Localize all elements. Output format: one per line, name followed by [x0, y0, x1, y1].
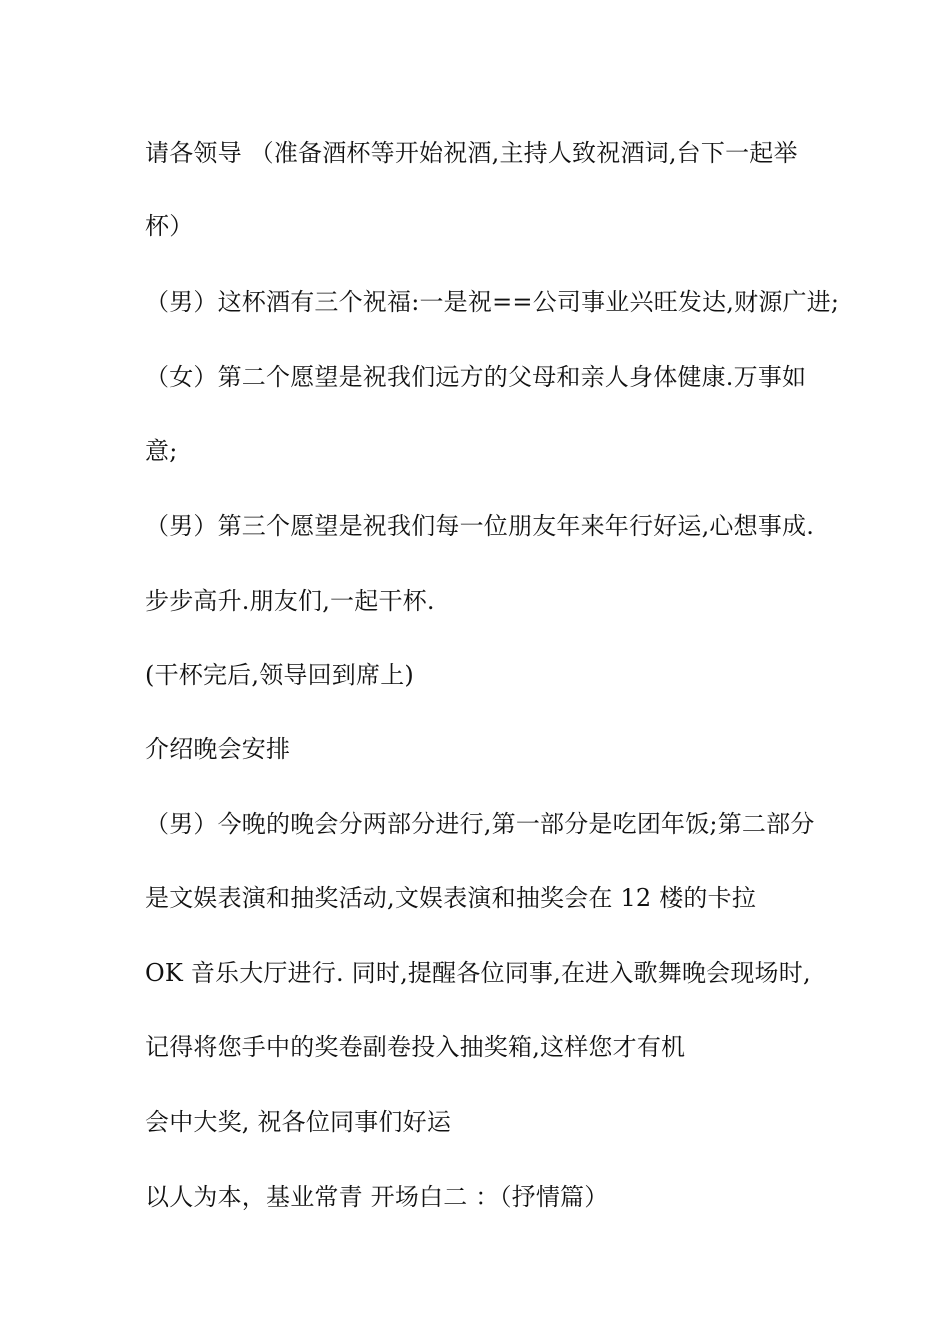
- text-line: (干杯完后,领导回到席上): [145, 661, 414, 689]
- text-line: 以人为本，基业常青 开场白二 ：（抒情篇）: [145, 1183, 609, 1211]
- section-heading: 介绍晚会安排: [145, 735, 291, 763]
- text-line: 会中大奖, 祝各位同事们好运: [145, 1108, 452, 1136]
- text-line: 杯）: [145, 212, 194, 240]
- text-line: 是文娱表演和抽奖活动,文娱表演和抽奖会在 12 楼的卡拉: [145, 884, 757, 912]
- text-line: （男）这杯酒有三个祝福:一是祝==公司事业兴旺发达,财源广进;: [145, 288, 840, 316]
- text-line: OK 音乐大厅进行. 同时,提醒各位同事,在进入歌舞晚会现场时,: [145, 959, 811, 987]
- text-line: 记得将您手中的奖卷副卷投入抽奖箱,这样您才有机: [145, 1033, 686, 1061]
- text-line: （男）今晚的晚会分两部分进行,第一部分是吃团年饭;第二部分: [145, 810, 815, 838]
- text-line: （男）第三个愿望是祝我们每一位朋友年来年行好运,心想事成.: [145, 512, 815, 540]
- text-line: （女）第二个愿望是祝我们远方的父母和亲人身体健康.万事如: [145, 363, 807, 391]
- text-line: 意;: [145, 437, 178, 465]
- text-line: 请各领导 （准备酒杯等开始祝酒,主持人致祝酒词,台下一起举: [145, 139, 798, 167]
- text-line: 步步高升.朋友们,一起干杯.: [145, 587, 435, 615]
